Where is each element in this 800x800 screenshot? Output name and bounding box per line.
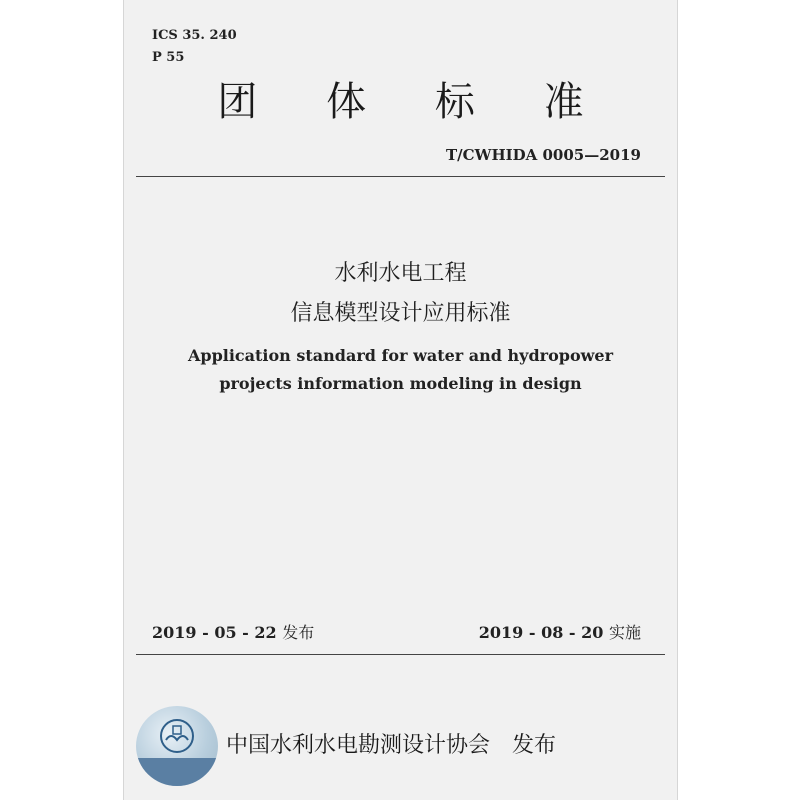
top-divider bbox=[136, 176, 665, 177]
publish-date bbox=[152, 620, 314, 643]
implementation-date-value: 2019 - 08 - 20 bbox=[478, 623, 604, 642]
ics-code: ICS 35. 240 bbox=[152, 28, 237, 43]
implementation-date bbox=[479, 620, 641, 643]
ccs-code: P 55 bbox=[152, 50, 185, 65]
chinese-title-line-1: 水利水电工程 bbox=[334, 261, 467, 286]
document-cover bbox=[123, 0, 678, 800]
seal-band bbox=[136, 758, 218, 786]
anti-counterfeit-seal bbox=[136, 706, 218, 786]
emblem-icon bbox=[158, 718, 196, 754]
publish-date-label: 发布 bbox=[282, 623, 315, 642]
publisher-name: 中国水利水电勘测设计协会 bbox=[226, 733, 491, 758]
publish-date-value: 2019 - 05 - 22 bbox=[152, 623, 277, 642]
standard-number: T/CWHIDA 0005—2019 bbox=[446, 146, 641, 164]
classification-codes bbox=[152, 25, 237, 69]
english-title-line-1: Application standard for water and hydropower bbox=[187, 346, 614, 365]
standard-type-heading: 团 体 标 准 bbox=[217, 79, 612, 125]
implementation-date-label: 实施 bbox=[608, 623, 641, 642]
publisher-verb: 发布 bbox=[512, 733, 557, 758]
chinese-title-line-2: 信息模型设计应用标准 bbox=[290, 301, 511, 326]
bottom-divider bbox=[136, 654, 665, 655]
publisher-line bbox=[226, 728, 556, 759]
english-title-line-2: projects information modeling in design bbox=[219, 374, 582, 393]
